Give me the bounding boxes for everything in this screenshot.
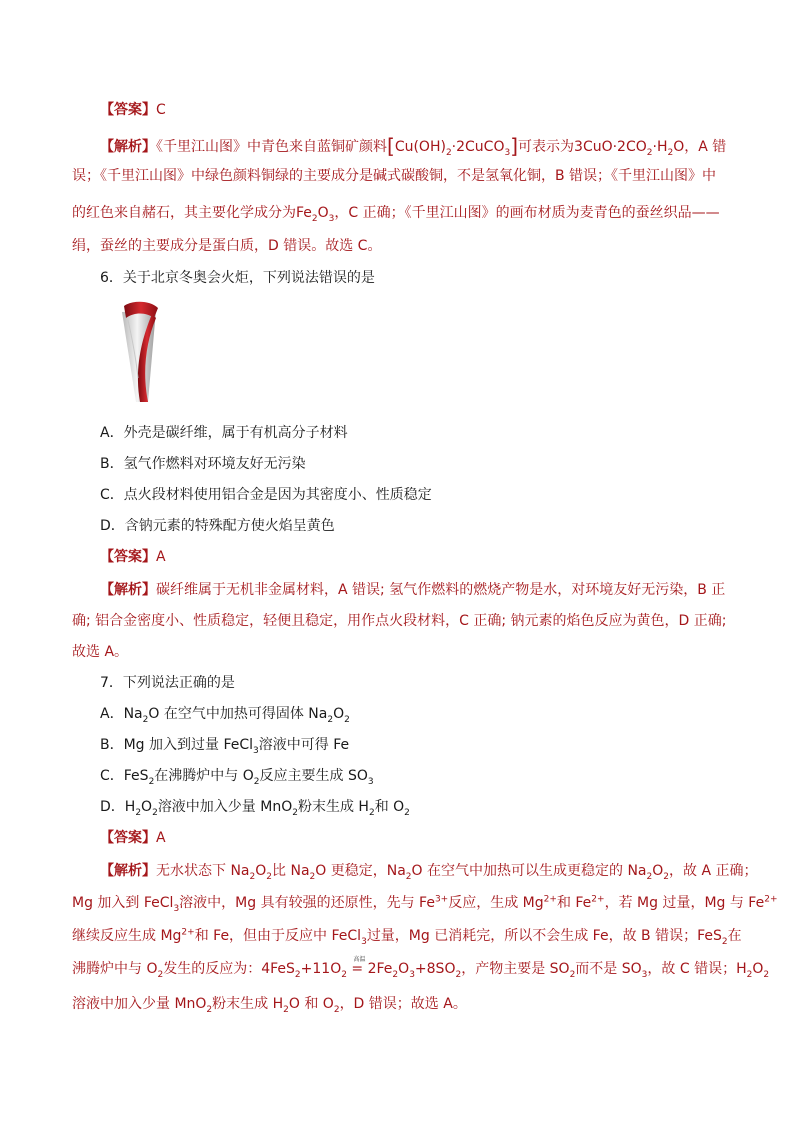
q7-analysis-line-5: 溶液中加入少量 MnO$_2$粉末生成 $H_2O$ 和 $O_2$，D 错误；故选 A。 [72, 996, 467, 1015]
q7-analysis-line-1: 【解析】无水状态下 $Na_2O_2$比 $Na_2O$ 更稳定，$Na_2O$ 在空气中加热可以生成更稳定的 $Na_2O_2$，故 A 正确； [100, 863, 758, 882]
q6-option-c: C．点火段材料使用铝合金是因为其密度小、性质稳定 [100, 487, 432, 503]
answer-tag: 【答案】 [100, 102, 156, 118]
q6-stem: 6．关于北京冬奥会火炬，下列说法错误的是 [100, 270, 375, 286]
q5-analysis-line-4: 绢，蚕丝的主要成分是蛋白质，D 错误。故选 C。 [72, 238, 382, 254]
reaction-condition: 高温 = [351, 956, 366, 977]
q6-analysis-line-2: 确; 铝合金密度小、性质稳定，轻便且稳定，用作点火段材料，C 正确; 钠元素的焰色反应为黄色，D 正确; [72, 613, 727, 629]
q7-option-a: A．$Na_2O$ 在空气中加热可得固体 $Na_2O_2$ [100, 706, 350, 725]
q6-analysis-line-3: 故选 A。 [72, 644, 129, 660]
q5-answer [100, 100, 756, 120]
q5-analysis-line-1: 【解析】《千里江山图》中青色来自蓝铜矿颜料$[Cu(OH)_2\cdot 2CuCO_3]$可表示为$3CuO\cdot 2CO_2\cdot H_2O$，A 错 [100, 134, 727, 158]
q7-option-b: B．Mg 加入到过量 FeCl$_3$溶液中可得 Fe [100, 737, 350, 756]
olympic-torch-image [112, 298, 172, 406]
q7-stem: 7．下列说法正确的是 [100, 675, 235, 691]
q6-analysis-line-1: 【解析】碳纤维属于无机非金属材料，A 错误; 氢气作燃料的燃烧产物是水，对环境友好无污染，B 正 [100, 582, 726, 598]
q7-option-c: C．FeS$_2$在沸腾炉中与 $O_2$反应主要生成 $SO_3$ [100, 768, 374, 787]
q6-option-b: B．氢气作燃料对环境友好无污染 [100, 456, 306, 472]
analysis-tag: 【解析】 [100, 139, 156, 155]
answer-value: C [156, 102, 166, 118]
q6-option-d: D．含钠元素的特殊配方使火焰呈黄色 [100, 518, 335, 534]
q5-analysis-line-2: 误；《千里江山图》中绿色颜料铜绿的主要成分是碱式碳酸铜，不是氢氧化铜，B 错误；《千里江山图》中 [72, 168, 717, 184]
q7-analysis-line-4: 沸腾炉中与 $O_2$发生的反应为：$4FeS_2+11O_2$ 高温 = $2Fe_2O_3+8SO_2$，产物主要是 $SO_2$而不是 $SO_3$，故 C 错误；$H_2O_2$ [72, 956, 770, 980]
q6-answer: 【答案】A [100, 549, 166, 565]
q7-analysis-line-3: 继续反应生成 $Mg^{2+}$和 Fe，但由于反应中 FeCl$_3$过量，Mg 已消耗完，所以不会生成 Fe，故 B 错误；FeS$_2$在 [72, 927, 742, 947]
q7-answer: 【答案】A [100, 830, 166, 846]
q7-option-d: D．$H_2O_2$溶液中加入少量 MnO$_2$粉末生成 $H_2$和 $O_2$ [100, 799, 410, 818]
q7-analysis-line-2: Mg 加入到 FeCl$_3$溶液中，Mg 具有较强的还原性，先与 $Fe^{3+}$反应，生成 $Mg^{2+}$和 $Fe^{2+}$，若 Mg 过量，Mg 与 $Fe^{2+}$ [72, 894, 778, 914]
q5-analysis-line-3: 的红色来自赭石，其主要化学成分为$Fe_2O_3$，C 正确；《千里江山图》的画布材质为麦青色的蚕丝织品—— [72, 205, 720, 224]
q6-option-a: A．外壳是碳纤维，属于有机高分子材料 [100, 425, 348, 441]
